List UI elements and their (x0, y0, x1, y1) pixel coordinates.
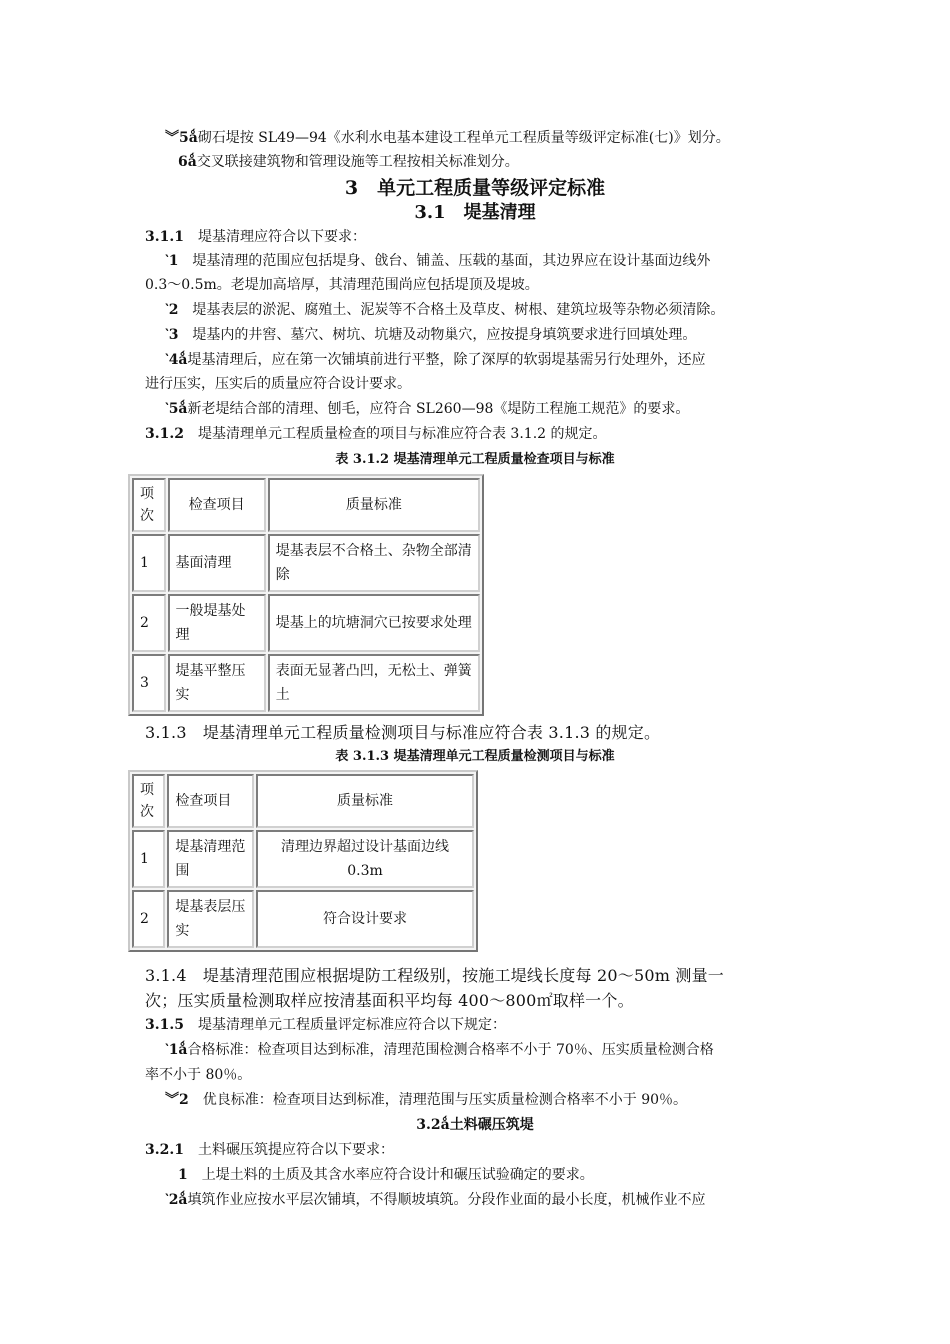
req-1 (178, 1165, 843, 1185)
table-row (132, 594, 480, 652)
chapter-heading: 3 单元工程质量等级评定标准 (344, 177, 606, 199)
table-cell: 3 (132, 654, 166, 712)
item-text: 堤基表层的淤泥、腐殖土、泥炭等不合格土及草皮、树根、建筑垃圾等杂物必须清除。 (178, 302, 725, 318)
table-cell: 1 (132, 830, 165, 888)
table-header-row (132, 774, 474, 828)
item-text: 交叉联接建筑物和管理设施等工程按相关标准划分。 (196, 154, 519, 170)
table-cell: 堤基平整压实 (168, 654, 266, 712)
item-marker: ‵1 (165, 253, 179, 269)
clause-3-1-4: 3.1.4 堤基清理范围应根据堤防工程级别，按施工堤线长度每 20～50m 测量一 (145, 966, 724, 985)
qualified-standard-cont: 率不小于 80％。 (145, 1067, 252, 1083)
table-3-1-3 (128, 770, 478, 952)
item-text: 新老堤结合部的清理、刨毛，应符合 SL260—98《堤防工程施工规范》的要求。 (187, 401, 690, 417)
table-row (132, 654, 480, 712)
table-row (132, 534, 480, 592)
table-cell: 一般堤基处理 (168, 594, 266, 652)
table-row (132, 890, 474, 948)
item-marker: ︾5ǻ (165, 130, 198, 146)
item-marker: ‵4ǻ (165, 352, 188, 368)
item-text: 上堤土料的土质及其含水率应符合设计和碾压试验确定的要求。 (187, 1167, 594, 1183)
table-cell: 表面无显著凸凹，无松土、弹簧土 (268, 654, 480, 712)
clause-3-1-4-cont: 次；压实质量检测取样应按清基面积平均每 400～800㎡取样一个。 (145, 991, 634, 1010)
table-3-1-2 (128, 474, 484, 716)
header-cell: 检查项目 (167, 774, 254, 828)
item-text: 填筑作业应按水平层次铺填，不得顺坡填筑。分段作业面的最小长度，机械作业不应 (187, 1192, 706, 1208)
item-5-masonry (165, 128, 830, 148)
item-3 (165, 325, 830, 345)
table-caption-3-1-3: 表 3.1.3 堤基清理单元工程质量检测项目与标准 (335, 749, 615, 764)
clause-number: 3.1.2 (145, 426, 184, 442)
clause-3-2-1 (145, 1140, 810, 1160)
clause-text: 土料碾压筑提应符合以下要求： (183, 1142, 394, 1158)
item-4 (165, 350, 830, 370)
table-cell: 堤基表层不合格土、杂物全部清除 (268, 534, 480, 592)
item-text: 堤基清理后，应在第一次铺填前进行平整，除了深厚的软弱堤基需另行处理外，还应 (187, 352, 706, 368)
item-5 (165, 399, 830, 419)
section-heading: 3.1 堤基清理 (414, 202, 536, 223)
item-marker: ︾2 (165, 1092, 189, 1108)
req-2 (165, 1190, 830, 1210)
item-marker: 1 (178, 1167, 188, 1183)
item-marker: ‵2ǻ (165, 1192, 188, 1208)
item-marker: ‵2 (165, 302, 179, 318)
item-marker: ‵1ǻ (165, 1042, 188, 1058)
clause-number: 3.1.1 (145, 229, 184, 245)
item-marker: 6ǻ (178, 154, 197, 170)
table-cell: 2 (132, 594, 166, 652)
table-cell: 堤基上的坑塘洞穴已按要求处理 (268, 594, 480, 652)
item-text: 合格标准：检查项目达到标准，清理范围检测合格率不小于 70％、压实质量检测合格 (187, 1042, 714, 1058)
clause-text: 堤基清理单元工程质量评定标准应符合以下规定： (183, 1017, 506, 1033)
item-marker: ‵5ǻ (165, 401, 188, 417)
item-text: 堤基清理的范围应包括堤身、戗台、铺盖、压载的基面，其边界应在设计基面边线外 (178, 253, 711, 269)
clause-3-1-1 (145, 227, 810, 247)
table-cell: 基面清理 (168, 534, 266, 592)
excellent-standard (165, 1090, 830, 1110)
item-4-cont: 进行压实，压实后的质量应符合设计要求。 (145, 376, 411, 392)
table-cell: 清理边界超过设计基面边线 0.3m (256, 830, 474, 888)
clause-3-1-5 (145, 1015, 810, 1035)
header-cell: 质量标准 (268, 478, 480, 532)
clause-number: 3.2.1 (145, 1142, 184, 1158)
item-6-crossing (178, 152, 843, 172)
qualified-standard (165, 1040, 830, 1060)
item-text: 堤基内的井窖、墓穴、树坑、坑塘及动物巢穴，应按提身填筑要求进行回填处理。 (178, 327, 697, 343)
table-cell: 堤基清理范围 (167, 830, 254, 888)
clause-text: 堤基清理应符合以下要求： (183, 229, 366, 245)
table-cell: 符合设计要求 (256, 890, 474, 948)
item-text: 砌石堤按 SL49—94《水利水电基本建设工程单元工程质量等级评定标准(七)》划分。 (197, 130, 730, 146)
header-cell: 质量标准 (256, 774, 474, 828)
table-caption-3-1-2: 表 3.1.2 堤基清理单元工程质量检查项目与标准 (335, 452, 615, 467)
item-text: 优良标准：检查项目达到标准，清理范围与压实质量检测合格率不小于 90％。 (188, 1092, 688, 1108)
clause-number: 3.1.5 (145, 1017, 184, 1033)
item-marker: ‵3 (165, 327, 179, 343)
table-cell: 堤基表层压实 (167, 890, 254, 948)
section-heading-3-2: 3.2ǻ土料碾压筑堤 (416, 1117, 534, 1133)
table-cell: 2 (132, 890, 165, 948)
header-cell: 项次 (132, 478, 166, 532)
header-cell: 检查项目 (168, 478, 266, 532)
table-row (132, 830, 474, 888)
clause-3-1-2 (145, 424, 810, 444)
header-cell: 项次 (132, 774, 165, 828)
clause-text: 堤基清理单元工程质量检查的项目与标准应符合表 3.1.2 的规定。 (183, 426, 607, 442)
item-2 (165, 300, 830, 320)
table-cell: 1 (132, 534, 166, 592)
item-1 (165, 251, 830, 271)
clause-3-1-3: 3.1.3 堤基清理单元工程质量检测项目与标准应符合表 3.1.3 的规定。 (145, 723, 661, 742)
item-1-cont: 0.3～0.5m。老堤加高培厚，其清理范围尚应包括堤顶及堤坡。 (145, 277, 539, 293)
table-header-row (132, 478, 480, 532)
